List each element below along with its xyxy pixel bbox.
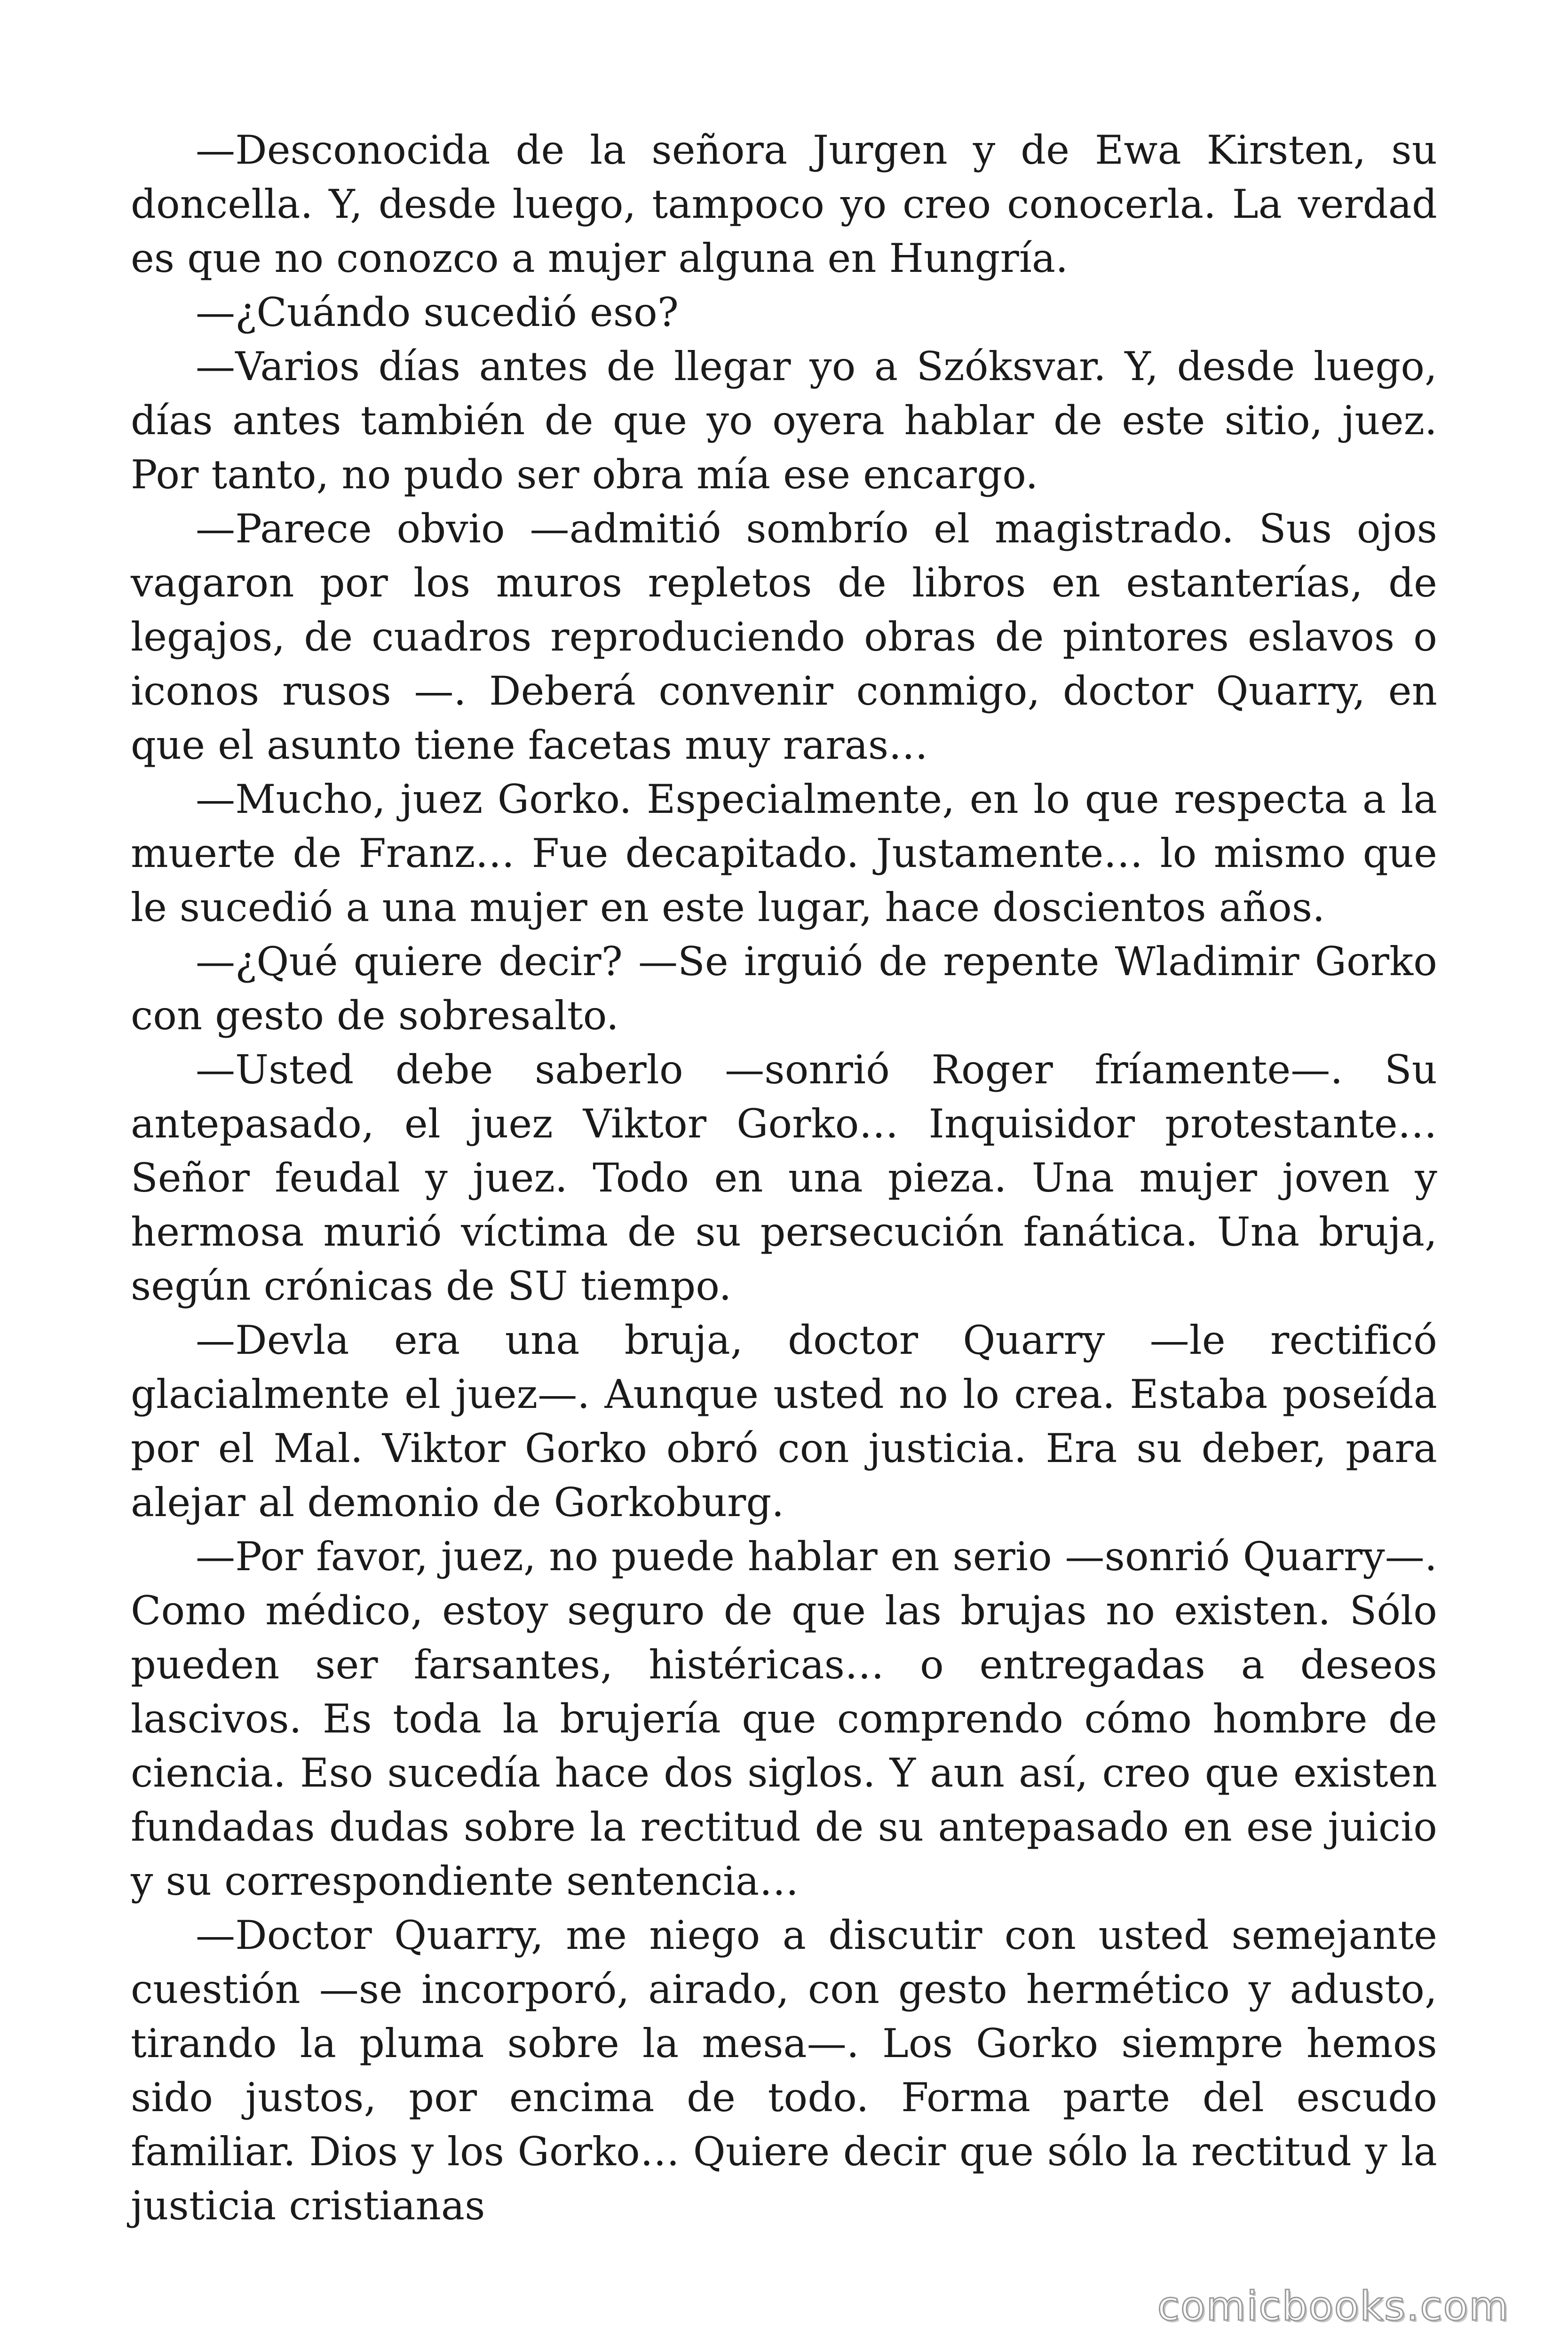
paragraph: —Devla era una bruja, doctor Quarry —le rectificó glacialmente el juez—. Aunque usted no lo crea. Estaba poseída por el Mal. Viktor Gorko obró con justicia. Era su deber, para alejar al demonio de Gorkoburg. bbox=[131, 1317, 1437, 1526]
paragraph: —¿Qué quiere decir? —Se irguió de repente Wladimir Gorko con gesto de sobresalto. bbox=[131, 938, 1437, 1039]
paragraph: —Doctor Quarry, me niego a discutir con usted semejante cuestión —se incorporó, airado, con gesto hermético y adusto, tirando la pluma sobre la mesa—. Los Gorko siempre hemos sido justos, por encima de todo. Forma parte del escudo familiar. Dios y los Gorko… Quiere decir que sólo la rectitud y la justicia cristianas bbox=[131, 1912, 1437, 2229]
paragraph: —Desconocida de la señora Jurgen y de Ewa Kirsten, su doncella. Y, desde luego, tampoco yo creo conocerla. La verdad es que no conozco a mujer alguna en Hungría. bbox=[131, 127, 1437, 281]
paragraph: —Mucho, juez Gorko. Especialmente, en lo que respecta a la muerte de Franz… Fue decapitado. Justamente… lo mismo que le sucedió a una mujer en este lugar, hace doscientos años. bbox=[131, 776, 1437, 930]
paragraph: —¿Cuándo sucedió eso? bbox=[196, 289, 679, 335]
watermark: comicbooks.com bbox=[1157, 2283, 1509, 2330]
paragraph: —Por favor, juez, no puede hablar en serio —sonrió Quarry—. Como médico, estoy seguro de que las brujas no existen. Sólo pueden ser farsantes, histéricas… o entregadas a deseos lascivos. Es toda la brujería que comprendo cómo hombre de ciencia. Eso sucedía hace dos siglos. Y aun así, creo que existen fundadas dudas sobre la rectitud de su antepasado en ese juicio y su correspondiente sentencia… bbox=[131, 1534, 1437, 1904]
paragraph: —Parece obvio —admitió sombrío el magistrado. Sus ojos vagaron por los muros repletos de libros en estanterías, de legajos, de cuadros reproduciendo obras de pintores eslavos o iconos rusos —. Deberá convenir conmigo, doctor Quarry, en que el asunto tiene facetas muy raras… bbox=[131, 506, 1437, 768]
page-body bbox=[131, 123, 1437, 2233]
paragraph: —Usted debe saberlo —sonrió Roger fríamente—. Su antepasado, el juez Viktor Gorko… Inquisidor protestante… Señor feudal y juez. Todo en una pieza. Una mujer joven y hermosa murió víctima de su persecución fanática. Una bruja, según crónicas de SU tiempo. bbox=[131, 1047, 1437, 1309]
paragraph: —Varios días antes de llegar yo a Szóksvar. Y, desde luego, días antes también de que yo oyera hablar de este sitio, juez. Por tanto, no pudo ser obra mía ese encargo. bbox=[131, 343, 1437, 498]
